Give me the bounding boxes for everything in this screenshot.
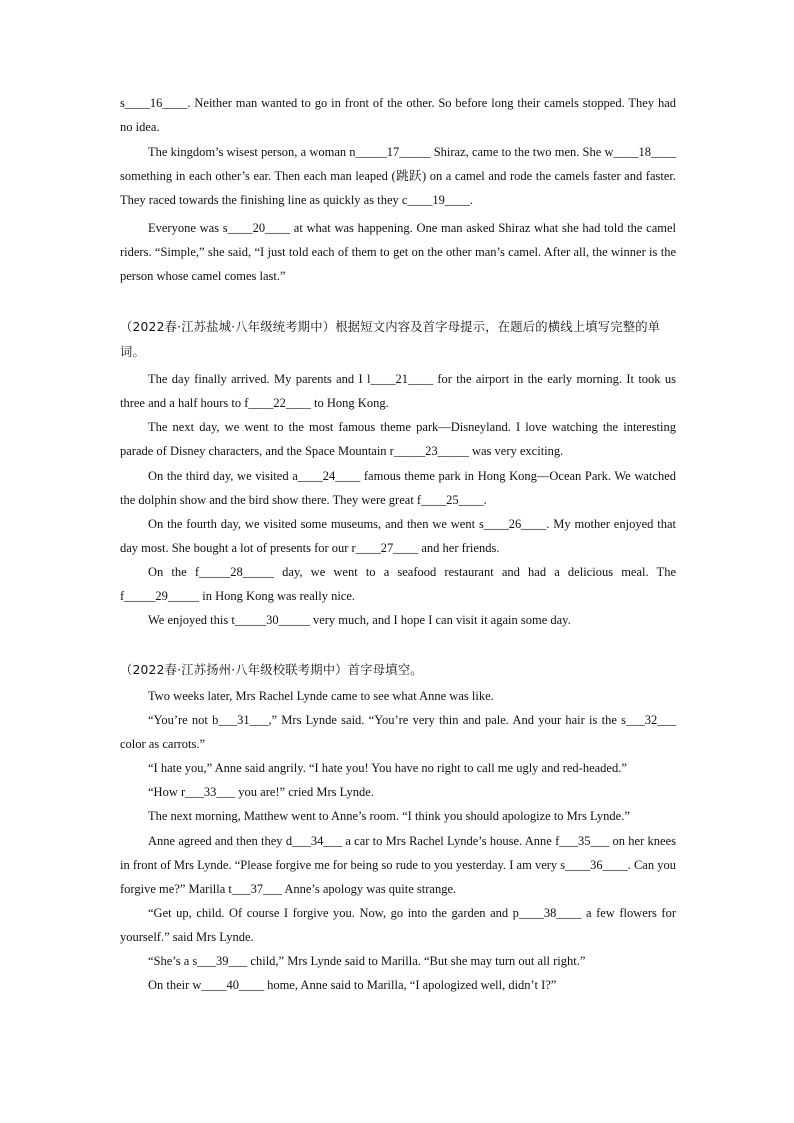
section2-paragraph-1: The day finally arrived. My parents and I l____21____ for the airport in the early morning. It took us three and a half hours to f____22____ to Hong Kong. [120, 372, 676, 411]
section3-paragraph-5: The next morning, Matthew went to Anne’s room. “I think you should apologize to Mrs Lynde.” [148, 809, 630, 823]
section3-paragraph-2: “You’re not b___31___,” Mrs Lynde said. “You’re very thin and pale. And your hair is the s___32___ color as carrots.” [120, 713, 676, 752]
section3-paragraph-1: Two weeks later, Mrs Rachel Lynde came to see what Anne was like. [148, 689, 494, 703]
section3-paragraph-4: “How r___33___ you are!” cried Mrs Lynde. [148, 785, 374, 799]
section3-paragraph-6: Anne agreed and then they d___34___ a car to Mrs Rachel Lynde’s house. Anne f___35___ on her knees in front of Mrs Lynde. “Please forgive me for being so rude to you yesterday. I am very s____36____. Can you forgive me?” Marilla t___37___ Anne’s apology was quite strange. [120, 834, 676, 897]
section2-paragraph-2: The next day, we went to the most famous theme park—Disneyland. I love watching the interesting parade of Disney characters, and the Space Mountain r_____23_____ was very exciting. [120, 420, 676, 459]
section2-paragraph-3: On the third day, we visited a____24____ famous theme park in Hong Kong—Ocean Park. We watched the dolphin show and the bird show there. They were great f____25____. [120, 469, 676, 508]
section3-paragraph-3: “I hate you,” Anne said angrily. “I hate you! You have no right to call me ugly and red-headed.” [148, 761, 627, 775]
section2-paragraph-6: We enjoyed this t_____30_____ very much, and I hope I can visit it again some day. [148, 613, 571, 627]
section2-paragraph-4: On the fourth day, we visited some museums, and then we went s____26____. My mother enjoyed that day most. She bought a lot of presents for our r____27____ and her friends. [120, 517, 676, 556]
section2-heading: （2022春·江苏盐城·八年级统考期中）根据短文内容及首字母提示，在题后的横线上填写完整的单词。 [120, 320, 661, 359]
passage1-paragraph-3: Everyone was s____20____ at what was happening. One man asked Shiraz what she had told the camel riders. “Simple,” she said, “I just told each of them to get on the other man’s camel. After all, the winner is the person whose camel comes last.” [120, 221, 676, 284]
passage1-paragraph-2: The kingdom’s wisest person, a woman n_____17_____ Shiraz, came to the two men. She w____18____ something in each other’s ear. Then each man leaped (跳跃) on a camel and rode the camels faster and faster. They raced towards the finishing line as quickly as they c____19____. [120, 145, 676, 208]
section2-paragraph-5: On the f_____28_____ day, we went to a seafood restaurant and had a delicious meal. The f_____29_____ in Hong Kong was really nice. [120, 565, 676, 604]
section3-paragraph-8: “She’s a s___39___ child,” Mrs Lynde said to Marilla. “But she may turn out all right.” [148, 954, 586, 968]
passage1-paragraph-1: s____16____. Neither man wanted to go in front of the other. So before long their camels stopped. They had no idea. [120, 96, 676, 135]
section3-paragraph-7: “Get up, child. Of course I forgive you. Now, go into the garden and p____38____ a few flowers for yourself.” said Mrs Lynde. [120, 906, 676, 945]
section3-heading: （2022春·江苏扬州·八年级校联考期中）首字母填空。 [120, 663, 423, 677]
section3-paragraph-9: On their w____40____ home, Anne said to Marilla, “I apologized well, didn’t I?” [148, 978, 557, 992]
